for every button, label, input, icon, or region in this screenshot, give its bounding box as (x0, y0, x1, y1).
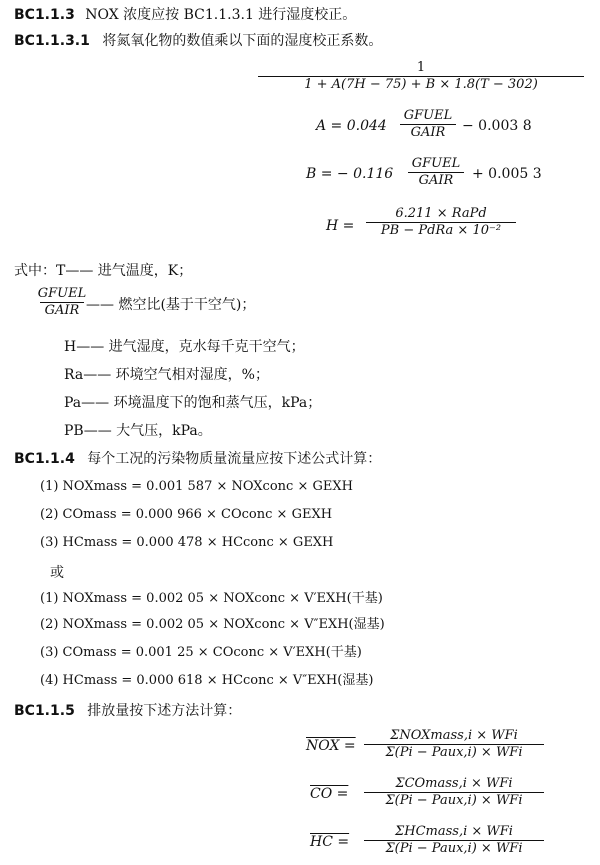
equation-h-fraction (366, 206, 516, 239)
fraction-numerator: 6.211 × RaPd (395, 206, 487, 221)
section-number: BC1.1.3.1 (14, 33, 90, 49)
fraction-numerator: GFUEL (403, 108, 453, 123)
section-text: 将氮氧化物的数值乘以下面的湿度校正系数。 (102, 33, 383, 49)
equation-a-lhs: A = 0.044 (316, 118, 387, 134)
emission-hc-fraction (364, 824, 544, 857)
equation-a-rhs: − 0.003 8 (462, 118, 532, 134)
emission-co-lhs: CO = (310, 786, 349, 802)
fraction-denominator: GAIR (410, 125, 446, 140)
fraction-denominator: GAIR (44, 303, 80, 318)
fraction-denominator: Σ(Pi − Paux,i) × WFi (385, 745, 523, 760)
equation-h-lhs: H = (326, 218, 355, 234)
where-pa: Pa—— 环境温度下的饱和蒸气压，kPa； (64, 395, 322, 411)
or-label: 或 (50, 565, 64, 581)
fraction-numerator: GFUEL (37, 286, 87, 301)
equation-b-fraction (408, 156, 464, 189)
emission-nox-lhs: NOX = (306, 738, 356, 754)
formula-row: (1) NOXmass = 0.001 587 × NOXconc × GEXH (40, 479, 353, 494)
fraction-denominator: 1 + A(7H − 75) + B × 1.8(T − 302) (304, 77, 538, 92)
emission-co-fraction (364, 776, 544, 809)
formula-row: (3) HCmass = 0.000 478 × HCconc × GEXH (40, 535, 334, 550)
fraction-numerator: GFUEL (411, 156, 461, 171)
fraction-numerator: ΣNOXmass,i × WFi (390, 728, 518, 743)
fraction-numerator: 1 (416, 60, 426, 75)
formula-row: (1) NOXmass = 0.002 05 × NOXconc × V′EXH(干基) (40, 591, 383, 606)
fuel-air-ratio-desc: —— 燃空比(基于干空气)； (86, 297, 256, 313)
emission-hc-lhs: HC = (310, 834, 350, 850)
section-bc113 (14, 6, 356, 24)
fraction-numerator: ΣCOmass,i × WFi (395, 776, 513, 791)
section-bc114 (14, 450, 381, 468)
formula-row: (4) HCmass = 0.000 618 × HCconc × V″EXH(湿基) (40, 673, 374, 688)
fraction-denominator: GAIR (418, 173, 454, 188)
equation-a-fraction (400, 108, 456, 141)
emission-nox-fraction (364, 728, 544, 761)
section-number: BC1.1.3 (14, 7, 75, 23)
formula-row: (2) NOXmass = 0.002 05 × NOXconc × V″EXH(湿基) (40, 617, 385, 632)
formula-row: (3) COmass = 0.001 25 × COconc × V′EXH(干基) (40, 645, 362, 660)
section-number: BC1.1.5 (14, 703, 75, 719)
where-intro: 式中：T—— 进气温度，K； (14, 263, 193, 279)
humidity-correction-fraction (258, 60, 584, 93)
section-bc1131 (14, 32, 382, 50)
section-number: BC1.1.4 (14, 451, 75, 467)
fraction-numerator: ΣHCmass,i × WFi (395, 824, 513, 839)
fraction-denominator: Σ(Pi − Paux,i) × WFi (385, 841, 523, 856)
formula-row: (2) COmass = 0.000 966 × COconc × GEXH (40, 507, 333, 522)
section-text: NOX 浓度应按 BC1.1.3.1 进行湿度校正。 (85, 7, 357, 23)
fuel-air-ratio-fraction (37, 286, 87, 319)
where-pb: PB—— 大气压，kPa。 (64, 423, 212, 439)
section-text: 每个工况的污染物质量流量应按下述公式计算： (87, 451, 382, 467)
fraction-denominator: Σ(Pi − Paux,i) × WFi (385, 793, 523, 808)
where-h: H—— 进气湿度，克水每千克干空气； (64, 339, 305, 355)
section-text: 排放量按下述方法计算： (87, 703, 242, 719)
equation-b-rhs: + 0.005 3 (472, 166, 542, 182)
fraction-denominator: PB − PdRa × 10⁻² (380, 223, 502, 238)
where-ra: Ra—— 环境空气相对湿度，%； (64, 367, 269, 383)
section-bc115 (14, 702, 241, 720)
equation-b-lhs: B = − 0.116 (306, 166, 394, 182)
